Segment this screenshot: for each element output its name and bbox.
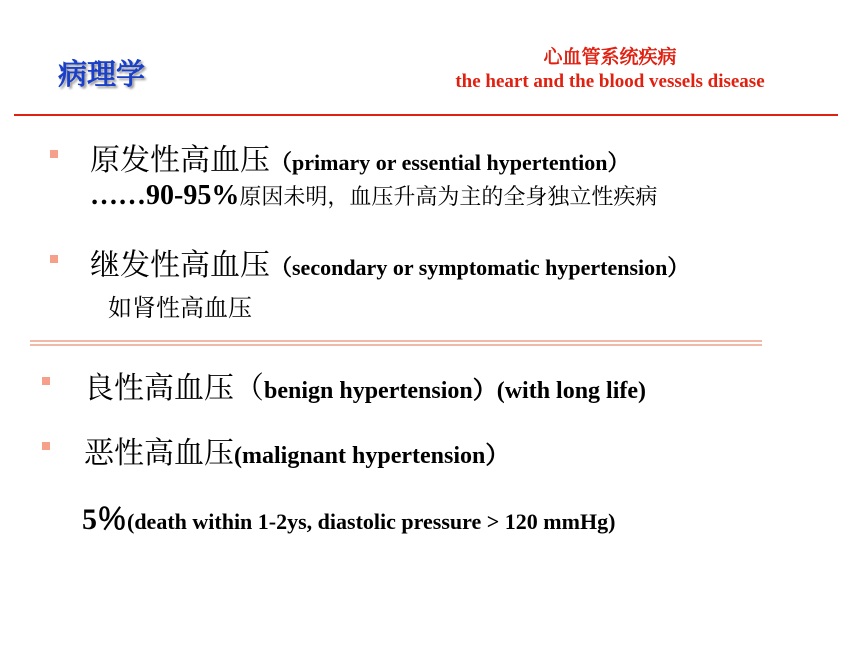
bullet-secondary-hypertension xyxy=(90,240,689,284)
malignant-detail-text: (death within 1-2ys, diastolic pressure > 120 mmHg) xyxy=(127,509,616,534)
secondary-cn: 继发性高血压 xyxy=(90,248,270,283)
logo-text: 病理学 xyxy=(58,57,146,91)
secondary-example xyxy=(108,288,252,323)
malignant-cn: 恶性高血压 xyxy=(84,436,234,471)
secondary-en: （secondary or symptomatic hypertension） xyxy=(270,255,690,280)
bullet-malignant-hypertension xyxy=(84,428,509,472)
primary-detail-cn: 原因未明，血压升高为主的全身独立性疾病 xyxy=(239,185,658,210)
secondary-example-text: 如肾性高血压 xyxy=(108,294,252,322)
section-divider xyxy=(30,344,762,346)
bullet-primary-hypertension xyxy=(90,135,630,179)
benign-cn: 良性高血压（ xyxy=(84,371,264,406)
bullet-icon xyxy=(50,255,58,263)
bullet-benign-hypertension xyxy=(84,363,646,407)
benign-en: benign hypertension）(with long life) xyxy=(264,378,647,404)
primary-detail xyxy=(90,180,657,212)
malignant-detail xyxy=(82,494,615,538)
primary-detail-prefix: ……90-95% xyxy=(90,180,240,211)
section-divider xyxy=(30,340,762,342)
primary-cn: 原发性高血压 xyxy=(90,143,270,178)
slide-topic-chinese: 心血管系统疾病 xyxy=(543,46,677,68)
primary-en: （primary or essential hypertention） xyxy=(270,150,630,175)
malignant-en: (malignant hypertension） xyxy=(234,443,510,469)
bullet-icon xyxy=(42,442,50,450)
bullet-icon xyxy=(42,377,50,385)
title-divider xyxy=(14,114,838,116)
malignant-percent: 5％ xyxy=(82,503,127,536)
slide-topic-english: the heart and the blood vessels disease xyxy=(455,71,765,92)
bullet-icon xyxy=(50,150,58,158)
